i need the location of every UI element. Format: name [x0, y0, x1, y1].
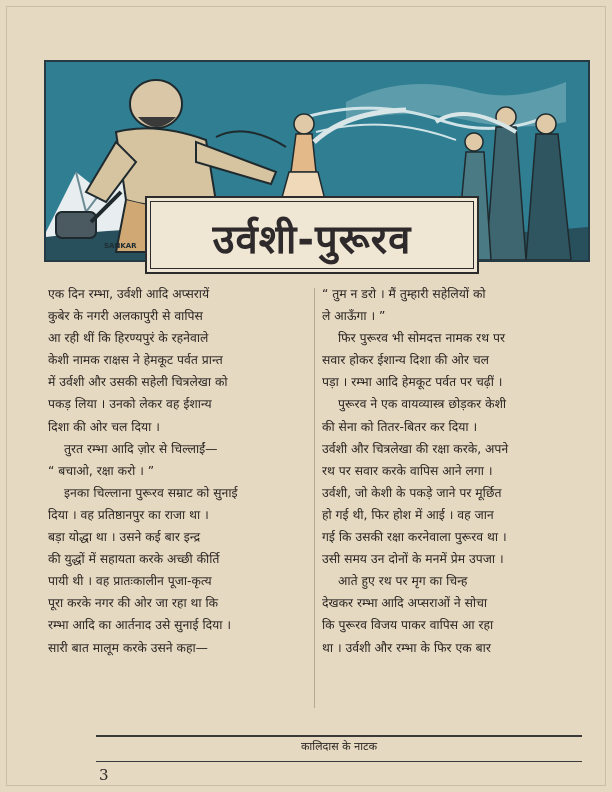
right-text-column: [322, 283, 584, 659]
text-line: की सेना को तितर-बितर कर दिया ।: [322, 419, 478, 434]
text-line: “ बचाओ, रक्षा करो । ”: [48, 463, 155, 478]
text-line: की युद्धों में सहायता करके अच्छी कीर्ति: [48, 552, 220, 567]
text-line: दिशा की ओर चल दिया ।: [48, 419, 160, 434]
text-line: बड़ा योद्धा था । उसने कई बार इन्द्र: [48, 530, 201, 545]
text-line: उर्वशी और चित्रलेखा की रक्षा करके, अपने: [322, 441, 509, 456]
text-line: इनका चिल्लाना पुरूरव सम्राट को सुनाई: [64, 485, 238, 500]
text-line: आते हुए रथ पर मृग का चिन्ह: [338, 574, 468, 589]
text-line: पुरूरव ने एक वायव्यास्त्र छोड़कर केशी: [338, 397, 507, 412]
text-line: ले आऊँगा । ”: [322, 309, 386, 324]
text-line: पड़ा । रम्भा आदि हेमकूट पर्वत पर चढ़ीं ।: [322, 375, 503, 390]
footer-rule-top: [96, 735, 582, 737]
text-line: केशी नामक राक्षस ने हेमकूट पर्वत प्रान्त: [48, 353, 223, 368]
text-line: “ तुम न डरो । मैं तुम्हारी सहेलियों को: [322, 287, 486, 301]
artist-signature: SANKAR: [104, 242, 137, 250]
text-line: हो गई थी, फिर होश में आई । वह जान: [322, 507, 494, 522]
text-line: गई कि उसकी रक्षा करनेवाला पुरूरव था ।: [322, 530, 507, 545]
footer-rule-bottom: [96, 761, 582, 762]
story-title: उर्वशी-पुरूरव: [212, 217, 412, 263]
text-line: फिर पुरूरव भी सोमदत्त नामक रथ पर: [338, 331, 505, 346]
text-line: में उर्वशी और उसकी सहेली चित्रलेखा को: [48, 375, 228, 390]
text-line: एक दिन रम्भा, उर्वशी आदि अप्सरायें: [48, 287, 210, 301]
text-line: था । उर्वशी और रम्भा के फिर एक बार: [322, 640, 491, 655]
book-title: कालिदास के नाटक: [300, 740, 378, 753]
text-line: पकड़ लिया । उनको लेकर वह ईशान्य: [48, 397, 212, 412]
text-line: आ रही थीं कि हिरण्यपुरं के रहनेवाले: [48, 331, 209, 346]
left-text-column: [48, 283, 310, 659]
text-line: रथ पर सवार करके वापिस आने लगा ।: [322, 463, 493, 478]
text-line: सारी बात मालूम करके उसने कहा—: [48, 640, 208, 655]
text-line: रम्भा आदि का आर्तनाद उसे सुनाई दिया ।: [48, 618, 232, 633]
text-line: पायी थी । वह प्रातःकालीन पूजा-कृत्य: [48, 574, 212, 589]
title-panel: [145, 196, 479, 274]
text-line: उसी समय उन दोनों के मनमें प्रेम उपजा ।: [322, 552, 504, 567]
text-line: देखकर रम्भा आदि अप्सराओं ने सोचा: [322, 596, 488, 611]
page-number: 3: [99, 766, 109, 784]
text-line: कि पुरूरव विजय पाकर वापिस आ रहा: [322, 618, 494, 633]
text-line: तुरत रम्भा आदि ज़ोर से चिल्लाईं—: [64, 441, 218, 456]
column-divider: [314, 288, 315, 708]
text-line: उर्वशी, जो केशी के पकड़े जाने पर मूर्छित: [322, 485, 502, 500]
text-line: पूरा करके नगर की ओर जा रहा था कि: [48, 596, 219, 611]
text-line: सवार होकर ईशान्य दिशा की ओर चल: [322, 353, 489, 368]
text-line: कुबेर के नगरी अलकापुरी से वापिस: [48, 309, 203, 324]
text-line: दिया । वह प्रतिष्ठानपुर का राजा था ।: [48, 507, 209, 522]
